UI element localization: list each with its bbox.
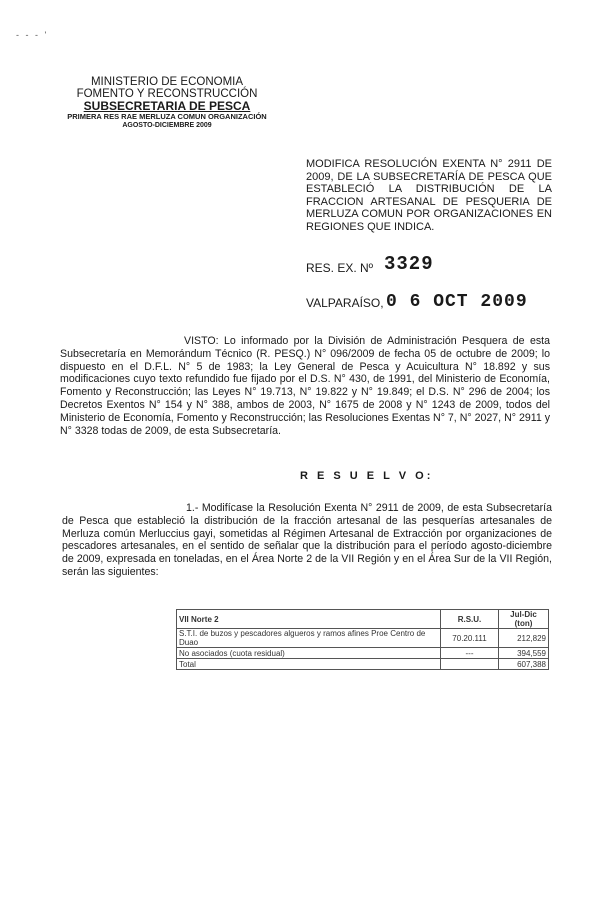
letterhead-ministry: MINISTERIO DE ECONOMIA	[90, 76, 244, 88]
resolution-number: 3329	[384, 253, 434, 275]
org-name-cell: No asociados (cuota residual)	[177, 648, 441, 659]
quota-cell: 394,559	[499, 648, 549, 659]
quota-cell: 212,829	[499, 629, 549, 648]
visto-paragraph: VISTO: Lo informado por la División de Administración Pesquera de esta Subsecretaría en Memorándum Técnico (R. PESQ.) N° 096/2009 de fecha 05 de octubre de 2009; lo dispuesto en el D.F.L. N° 5 de 1983; la Ley General de Pesca y Acuicultura N° 18.892 y sus modificaciones cuyo texto refundido fue fijado por el D.S. N° 430, de 1991, del Ministerio de Economía, Fomento y Reconstrucción; las Leyes N° 19.713, N° 19.822 y N° 19.849; el D.S. N° 296 de 2004; los Decretos Exentos N° 154 y N° 388, ambos de 2003, N° 1675 de 2008 y N° 1243 de 2009, todos del Ministerio de Economía, Fomento y Reconstrucción; las Resoluciones Exentas N° 7, N° 2027, N° 2911 y N° 3328 todas de 2009, de esta Subsecretaría.	[60, 335, 550, 437]
article-1: 1.- Modifícase la Resolución Exenta N° 2911 de 2009, de esta Subsecretaría de Pesca que estableció la distribución de la fracción artesanal de las pesquerías artesanales de Merluza común Merluccius gayi, sometidas al Régimen Artesanal de Extracción por organizaciones de pescadores artesanales, en el sentido de señalar que la distribución para el período agosto-diciembre de 2009, expresada en toneladas, en el Área Norte 2 de la VII Región y en el Área Sur de la VII Región, serán las siguientes:	[62, 502, 552, 578]
letterhead-period: AGOSTO-DICIEMBRE 2009	[122, 122, 212, 129]
col-rsu-header: R.S.U.	[441, 610, 499, 629]
rsu-cell: 70.20.111	[441, 629, 499, 648]
resolution-number-label: RES. EX. Nº	[306, 261, 374, 275]
table-row	[177, 648, 549, 659]
resolution-subject: MODIFICA RESOLUCIÓN EXENTA N° 2911 DE 2009, DE LA SUBSECRETARÍA DE PESCA QUE ESTABLECIÓ LA DISTRIBUCIÓN DE LA FRACCION ARTESANAL DE PESQUERIA DE MERLUZA COMUN POR ORGANIZACIONES EN REGIONES QUE INDICA.	[306, 158, 552, 233]
letterhead-ministry-sub: FOMENTO Y RECONSTRUCCIÓN	[76, 88, 258, 100]
total-label: Total	[177, 659, 441, 670]
distribution-table	[176, 609, 549, 670]
total-value: 607,388	[499, 659, 549, 670]
letterhead-subsecretaria: SUBSECRETARIA DE PESCA	[83, 99, 251, 113]
letterhead	[52, 76, 282, 130]
letterhead-reference: PRIMERA RES RAE MERLUZA COMUN ORGANIZACIÓN	[67, 112, 267, 121]
place: VALPARAÍSO,	[306, 296, 384, 310]
table-row	[177, 629, 549, 648]
org-name-cell: S.T.I. de buzos y pescadores algueros y ramos afines Proe Centro de Duao	[177, 629, 441, 648]
table-total-row	[177, 659, 549, 670]
date-stamp: 0 6 OCT 2009	[386, 292, 528, 312]
col-period-header: Jul-Dic (ton)	[499, 610, 549, 629]
scan-mark: - - - '	[16, 30, 49, 40]
rsu-cell: ---	[441, 648, 499, 659]
table-header-row	[177, 610, 549, 629]
total-empty-cell	[441, 659, 499, 670]
resuelvo-heading: R E S U E L V O:	[300, 470, 434, 482]
area-cell: VII Norte 2	[177, 610, 441, 629]
